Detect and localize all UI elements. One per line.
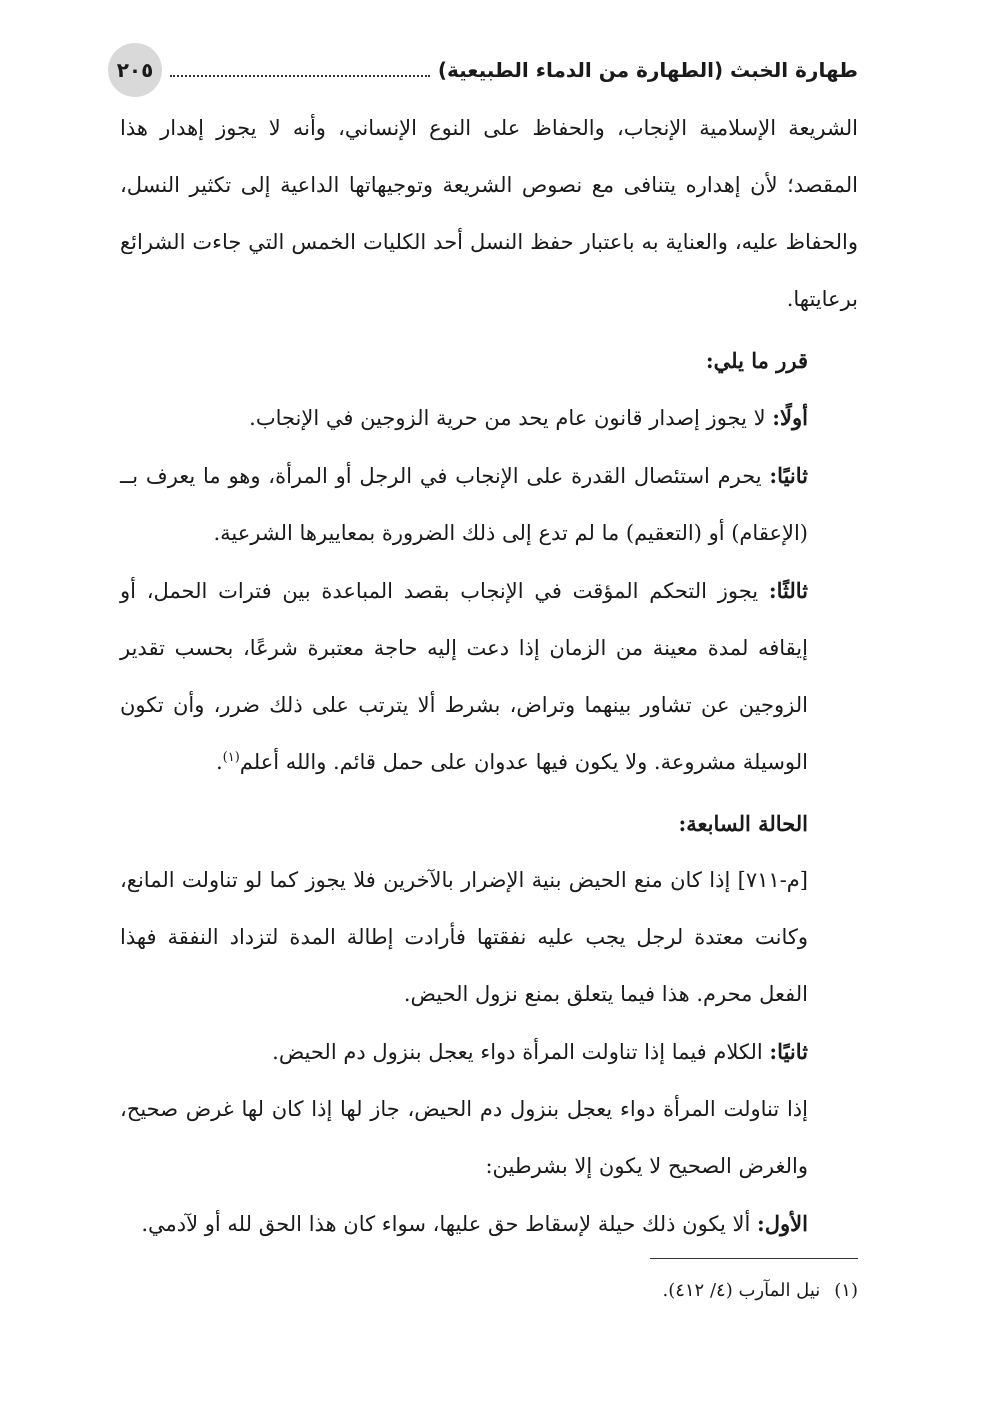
header-dotted-leader	[170, 75, 430, 77]
decision-first	[120, 389, 858, 447]
second-topic-lead: ثانيًا:	[769, 1039, 808, 1064]
page-header	[108, 40, 858, 100]
case-seven-heading: الحالة السابعة:	[678, 811, 808, 836]
first-text: لا يجوز إصدار قانون عام يحد من حرية الزوجين في الإنجاب.	[249, 406, 773, 430]
first-condition-text: ألا يكون ذلك حيلة لإسقاط حق عليها، سواء كان هذا الحق لله أو لآدمي.	[141, 1212, 758, 1236]
decision-heading: قرر ما يلي:	[705, 348, 808, 373]
paragraph-intro: الشريعة الإسلامية الإنجاب، والحفاظ على النوع الإنساني، وأنه لا يجوز إهدار هذا المقصد؛ لأن إهداره يتنافى مع نصوص الشريعة وتوجيهاتها الداعية إلى تكثير النسل، والحفاظ عليه، والعناية به باعتبار حفظ النسل أحد الكليات الخمس التي جاءت الشرائع برعايتها.	[120, 116, 858, 311]
paragraph-case-seven: [م-٧١١] إذا كان منع الحيض بنية الإضرار بالآخرين فلا يجوز كما لو تناولت المانع، وكانت معتدة لرجل يجب عليه نفقتها فأرادت إطالة المدة لتزداد النفقة فهذا الفعل محرم. هذا فيما يتعلق بمنع نزول الحيض.	[120, 868, 808, 1006]
footnote-separator	[650, 1258, 858, 1259]
second-topic-text: الكلام فيما إذا تناولت المرأة دواء يعجل بنزول دم الحيض.	[272, 1040, 770, 1064]
paragraph-second-topic	[120, 1023, 858, 1081]
body-text	[120, 100, 858, 1253]
footnote-text: نيل المآرب (٤/ ٤١٢).	[662, 1280, 821, 1301]
first-lead: أولًا:	[772, 405, 808, 430]
third-lead: ثالثًا:	[768, 578, 808, 603]
decision-third	[120, 562, 858, 791]
running-title: طهارة الخبث (الطهارة من الدماء الطبيعية)	[437, 58, 858, 82]
footnote-reference[interactable]: (١)	[222, 750, 240, 765]
first-condition-lead: الأول:	[757, 1211, 808, 1236]
paragraph-first-condition	[120, 1195, 858, 1253]
page-number-badge: ٢٠٥	[108, 43, 162, 97]
second-lead: ثانيًا:	[769, 463, 808, 488]
second-text: يحرم استئصال القدرة على الإنجاب في الرجل أو المرأة، وهو ما يعرف بــ (الإعقام) أو (التعقيم) ما لم تدع إلى ذلك الضرورة بمعاييرها الشرعية.	[120, 464, 808, 545]
paragraph-conditions: إذا تناولت المرأة دواء يعجل بنزول دم الحيض، جاز لها إذا كان لها غرض صحيح، والغرض الصحيح لا يكون إلا بشرطين:	[120, 1097, 808, 1178]
decision-second	[120, 447, 858, 562]
third-text: يجوز التحكم المؤقت في الإنجاب بقصد المباعدة بين فترات الحمل، أو إيقافه لمدة معينة من الزمان إذا دعت إليه حاجة معتبرة شرعًا، بحسب تقدير الزوجين عن تشاور بينهما وتراض، بشرط ألا يترتب على ذلك ضرر، وأن تكون الوسيلة مشروعة. ولا يكون فيها عدوان على حمل قائم. والله أعلم	[120, 579, 808, 774]
footnote-number: (١)	[834, 1280, 858, 1301]
footnote	[120, 1276, 858, 1306]
third-end: .	[215, 750, 223, 774]
